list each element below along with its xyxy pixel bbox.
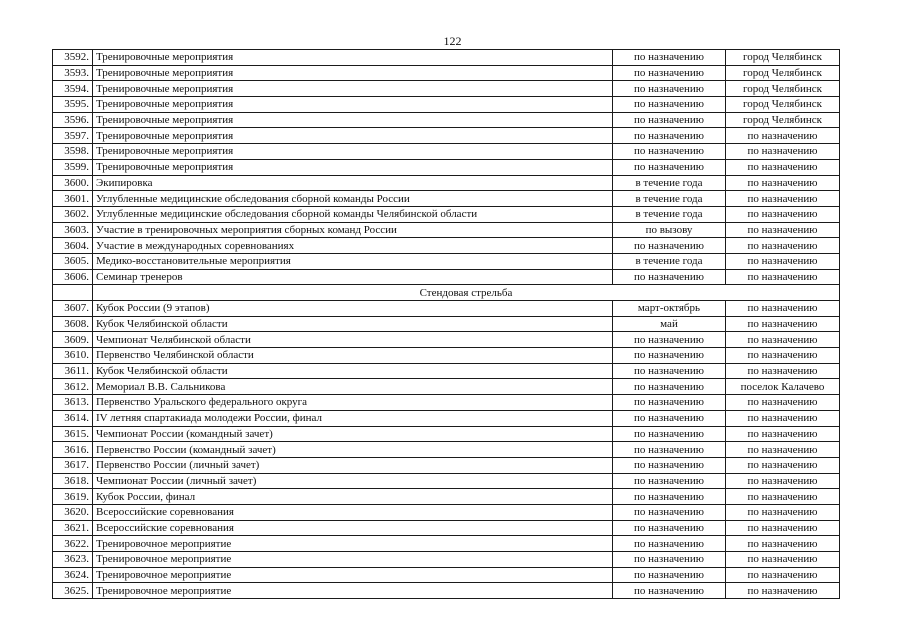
event-name-cell: Кубок Челябинской области xyxy=(93,316,613,332)
section-title: Стендовая стрельба xyxy=(93,285,840,301)
table-row xyxy=(53,269,840,285)
event-place-cell: по назначению xyxy=(726,332,840,348)
event-place-cell: по назначению xyxy=(726,504,840,520)
event-time-cell: в течение года xyxy=(613,175,726,191)
event-time-cell: по назначению xyxy=(613,395,726,411)
event-name-cell: Тренировочное мероприятие xyxy=(93,567,613,583)
table-row xyxy=(53,301,840,317)
table-row xyxy=(53,552,840,568)
event-name-cell: Тренировочные мероприятия xyxy=(93,112,613,128)
event-name-cell: Кубок России, финал xyxy=(93,489,613,505)
event-time-cell: по назначению xyxy=(613,348,726,364)
event-place-cell: по назначению xyxy=(726,128,840,144)
row-number-cell: 3609. xyxy=(53,332,93,348)
row-number-cell: 3615. xyxy=(53,426,93,442)
row-number-cell: 3616. xyxy=(53,442,93,458)
event-time-cell: по назначению xyxy=(613,112,726,128)
event-time-cell: по назначению xyxy=(613,567,726,583)
row-number-cell: 3595. xyxy=(53,97,93,113)
event-place-cell: по назначению xyxy=(726,206,840,222)
row-number-cell: 3601. xyxy=(53,191,93,207)
event-place-cell: по назначению xyxy=(726,583,840,599)
row-number-cell: 3622. xyxy=(53,536,93,552)
event-time-cell: по назначению xyxy=(613,583,726,599)
table-row xyxy=(53,128,840,144)
table-row xyxy=(53,379,840,395)
event-time-cell: в течение года xyxy=(613,191,726,207)
row-number-cell: 3598. xyxy=(53,144,93,160)
page-number: 122 xyxy=(443,34,462,48)
row-number-cell: 3597. xyxy=(53,128,93,144)
event-time-cell: по назначению xyxy=(613,97,726,113)
event-name-cell: Мемориал В.В. Сальникова xyxy=(93,379,613,395)
row-number-cell: 3613. xyxy=(53,395,93,411)
event-name-cell: Всероссийские соревнования xyxy=(93,504,613,520)
row-number-cell: 3596. xyxy=(53,112,93,128)
event-name-cell: Кубок Челябинской области xyxy=(93,363,613,379)
event-place-cell: по назначению xyxy=(726,191,840,207)
event-place-cell: по назначению xyxy=(726,269,840,285)
event-place-cell: по назначению xyxy=(726,316,840,332)
row-number-cell: 3624. xyxy=(53,567,93,583)
section-empty-cell xyxy=(53,285,93,301)
table-row xyxy=(53,112,840,128)
event-place-cell: город Челябинск xyxy=(726,50,840,66)
event-place-cell: по назначению xyxy=(726,442,840,458)
event-place-cell: по назначению xyxy=(726,395,840,411)
section-row xyxy=(53,285,840,301)
event-place-cell: по назначению xyxy=(726,348,840,364)
table-row xyxy=(53,489,840,505)
table-row xyxy=(53,426,840,442)
event-time-cell: май xyxy=(613,316,726,332)
row-number-cell: 3620. xyxy=(53,504,93,520)
event-place-cell: по назначению xyxy=(726,426,840,442)
event-time-cell: по назначению xyxy=(613,552,726,568)
event-name-cell: Экипировка xyxy=(93,175,613,191)
row-number-cell: 3592. xyxy=(53,50,93,66)
event-name-cell: Первенство Уральского федерального округа xyxy=(93,395,613,411)
event-name-cell: Медико-восстановительные мероприятия xyxy=(93,253,613,269)
event-place-cell: по назначению xyxy=(726,489,840,505)
event-name-cell: Чемпионат России (личный зачет) xyxy=(93,473,613,489)
table-row xyxy=(53,175,840,191)
event-time-cell: по назначению xyxy=(613,520,726,536)
row-number-cell: 3594. xyxy=(53,81,93,97)
event-time-cell: март-октябрь xyxy=(613,301,726,317)
row-number-cell: 3605. xyxy=(53,253,93,269)
event-name-cell: Тренировочные мероприятия xyxy=(93,81,613,97)
event-time-cell: по назначению xyxy=(613,410,726,426)
table-row xyxy=(53,536,840,552)
event-name-cell: Тренировочные мероприятия xyxy=(93,50,613,66)
row-number-cell: 3621. xyxy=(53,520,93,536)
table-row xyxy=(53,442,840,458)
table-row xyxy=(53,316,840,332)
event-time-cell: по назначению xyxy=(613,65,726,81)
table-row xyxy=(53,567,840,583)
event-time-cell: по назначению xyxy=(613,504,726,520)
event-place-cell: город Челябинск xyxy=(726,81,840,97)
event-name-cell: Тренировочные мероприятия xyxy=(93,128,613,144)
event-place-cell: город Челябинск xyxy=(726,97,840,113)
table-row xyxy=(53,206,840,222)
row-number-cell: 3611. xyxy=(53,363,93,379)
event-place-cell: по назначению xyxy=(726,567,840,583)
table-row xyxy=(53,457,840,473)
event-place-cell: поселок Калачево xyxy=(726,379,840,395)
event-time-cell: в течение года xyxy=(613,253,726,269)
event-time-cell: по назначению xyxy=(613,426,726,442)
event-name-cell: Первенство Челябинской области xyxy=(93,348,613,364)
event-place-cell: по назначению xyxy=(726,410,840,426)
row-number-cell: 3617. xyxy=(53,457,93,473)
event-name-cell: Первенство России (личный зачет) xyxy=(93,457,613,473)
table-row xyxy=(53,97,840,113)
table-row xyxy=(53,410,840,426)
table-row xyxy=(53,583,840,599)
row-number-cell: 3602. xyxy=(53,206,93,222)
event-place-cell: по назначению xyxy=(726,253,840,269)
event-name-cell: Тренировочные мероприятия xyxy=(93,159,613,175)
event-name-cell: Участие в международных соревнованиях xyxy=(93,238,613,254)
table-row xyxy=(53,81,840,97)
event-name-cell: IV летняя спартакиада молодежи России, финал xyxy=(93,410,613,426)
event-time-cell: по назначению xyxy=(613,457,726,473)
event-time-cell: по назначению xyxy=(613,159,726,175)
event-time-cell: по назначению xyxy=(613,442,726,458)
row-number-cell: 3610. xyxy=(53,348,93,364)
events-table xyxy=(52,49,840,599)
event-time-cell: по назначению xyxy=(613,489,726,505)
event-name-cell: Углубленные медицинские обследования сборной команды Челябинской области xyxy=(93,206,613,222)
event-place-cell: по назначению xyxy=(726,159,840,175)
event-place-cell: по назначению xyxy=(726,363,840,379)
table-row xyxy=(53,520,840,536)
event-place-cell: по назначению xyxy=(726,238,840,254)
event-place-cell: город Челябинск xyxy=(726,112,840,128)
table-row xyxy=(53,395,840,411)
event-name-cell: Тренировочные мероприятия xyxy=(93,65,613,81)
table-row xyxy=(53,504,840,520)
event-time-cell: по назначению xyxy=(613,473,726,489)
event-time-cell: по назначению xyxy=(613,363,726,379)
event-name-cell: Тренировочное мероприятие xyxy=(93,552,613,568)
event-name-cell: Семинар тренеров xyxy=(93,269,613,285)
event-place-cell: по назначению xyxy=(726,144,840,160)
row-number-cell: 3599. xyxy=(53,159,93,175)
event-time-cell: в течение года xyxy=(613,206,726,222)
event-place-cell: по назначению xyxy=(726,520,840,536)
table-row xyxy=(53,363,840,379)
row-number-cell: 3593. xyxy=(53,65,93,81)
row-number-cell: 3608. xyxy=(53,316,93,332)
event-name-cell: Тренировочные мероприятия xyxy=(93,97,613,113)
table-row xyxy=(53,50,840,66)
event-name-cell: Тренировочное мероприятие xyxy=(93,583,613,599)
row-number-cell: 3612. xyxy=(53,379,93,395)
event-time-cell: по назначению xyxy=(613,238,726,254)
event-time-cell: по назначению xyxy=(613,128,726,144)
event-place-cell: по назначению xyxy=(726,552,840,568)
row-number-cell: 3614. xyxy=(53,410,93,426)
table-row xyxy=(53,159,840,175)
event-name-cell: Чемпионат Челябинской области xyxy=(93,332,613,348)
event-name-cell: Чемпионат России (командный зачет) xyxy=(93,426,613,442)
row-number-cell: 3619. xyxy=(53,489,93,505)
event-place-cell: по назначению xyxy=(726,222,840,238)
row-number-cell: 3600. xyxy=(53,175,93,191)
event-name-cell: Кубок России (9 этапов) xyxy=(93,301,613,317)
table-body xyxy=(53,50,840,599)
event-time-cell: по назначению xyxy=(613,379,726,395)
event-time-cell: по назначению xyxy=(613,144,726,160)
row-number-cell: 3618. xyxy=(53,473,93,489)
event-place-cell: город Челябинск xyxy=(726,65,840,81)
table-row xyxy=(53,238,840,254)
event-name-cell: Всероссийские соревнования xyxy=(93,520,613,536)
row-number-cell: 3606. xyxy=(53,269,93,285)
event-place-cell: по назначению xyxy=(726,175,840,191)
table-row xyxy=(53,253,840,269)
event-name-cell: Углубленные медицинские обследования сборной команды России xyxy=(93,191,613,207)
event-time-cell: по назначению xyxy=(613,536,726,552)
table-row xyxy=(53,222,840,238)
row-number-cell: 3604. xyxy=(53,238,93,254)
table-row xyxy=(53,332,840,348)
event-time-cell: по назначению xyxy=(613,50,726,66)
table-row xyxy=(53,144,840,160)
event-name-cell: Первенство России (командный зачет) xyxy=(93,442,613,458)
event-place-cell: по назначению xyxy=(726,536,840,552)
event-place-cell: по назначению xyxy=(726,473,840,489)
table-row xyxy=(53,473,840,489)
table-row xyxy=(53,348,840,364)
event-name-cell: Участие в тренировочных мероприятия сборных команд России xyxy=(93,222,613,238)
row-number-cell: 3623. xyxy=(53,552,93,568)
event-place-cell: по назначению xyxy=(726,301,840,317)
event-place-cell: по назначению xyxy=(726,457,840,473)
table-row xyxy=(53,65,840,81)
event-time-cell: по назначению xyxy=(613,332,726,348)
row-number-cell: 3607. xyxy=(53,301,93,317)
event-name-cell: Тренировочное мероприятие xyxy=(93,536,613,552)
row-number-cell: 3603. xyxy=(53,222,93,238)
row-number-cell: 3625. xyxy=(53,583,93,599)
event-time-cell: по назначению xyxy=(613,81,726,97)
event-time-cell: по вызову xyxy=(613,222,726,238)
event-name-cell: Тренировочные мероприятия xyxy=(93,144,613,160)
table-row xyxy=(53,191,840,207)
event-time-cell: по назначению xyxy=(613,269,726,285)
